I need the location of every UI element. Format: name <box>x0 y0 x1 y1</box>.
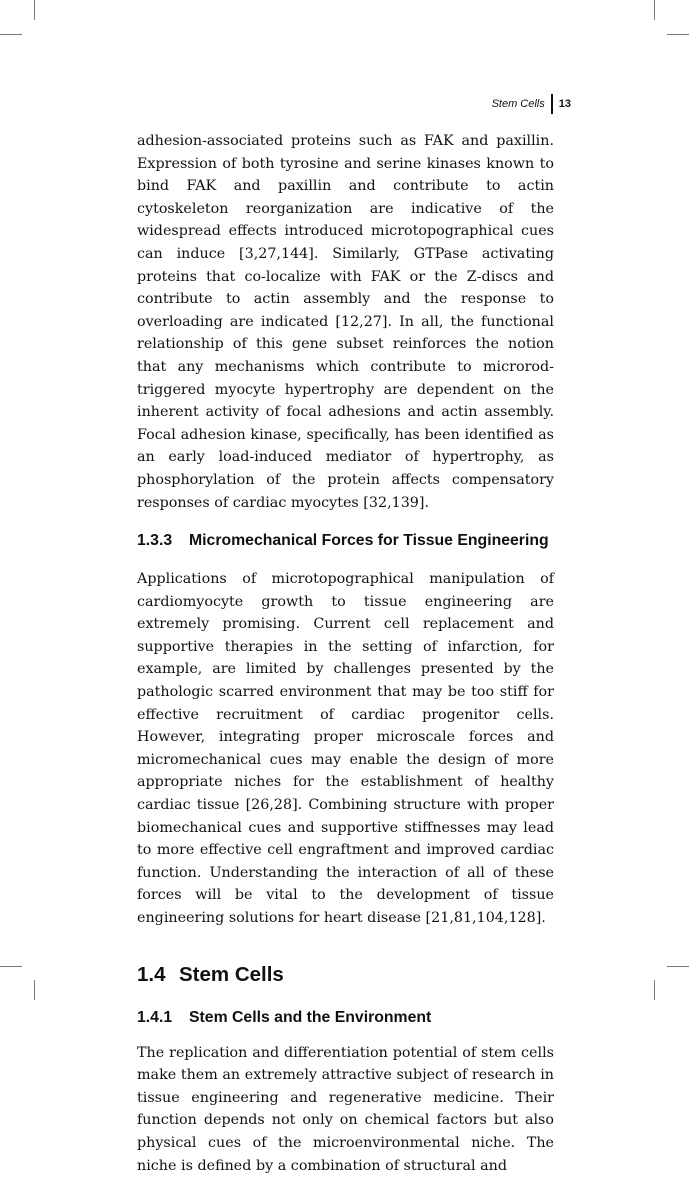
subsection-heading-1-4-1 <box>137 1008 554 1028</box>
section-title: Stem Cells <box>179 962 284 986</box>
crop-mark-bottom-left-h <box>0 966 22 967</box>
crop-mark-top-left-h <box>0 34 22 35</box>
crop-mark-bottom-right <box>654 980 655 1000</box>
subsection-number: 1.3.3 <box>137 532 173 550</box>
subsection-heading-1-3-3 <box>137 531 554 551</box>
crop-mark-bottom-left <box>34 980 35 1000</box>
paragraph-continuation: adhesion-associated proteins such as FAK and paxillin. Expression of both tyrosine and serine kinases known to bind FAK and paxillin and contribute to actin cytoskeleton reorganization are indicative of the widespread effects introduced microtopographical cues can induce [3,27,144]. Similarly, GTPase activating proteins that co-localize with FAK or the Z-discs and contribute to actin assembly and the response to overloading are indicated [12,27]. In all, the functional relationship of this gene subset reinforces the notion that any mechanisms which contribute to microrod-triggered myocyte hypertrophy are dependent on the inherent activity of focal adhesions and actin assembly. Focal adhesion kinase, specifically, has been identified as an early load-induced mediator of hypertrophy, as phosphorylation of the protein affects compensatory responses of cardiac myocytes [32,139]. <box>137 133 554 511</box>
paragraph-micromechanical-forces: Applications of microtopographical manipulation of cardiomyocyte growth to tissue engineering are extremely promising. Current cell replacement and supportive therapies in the setting of infarction, for example, are limited by challenges presented by the pathologic scarred environment that may be too stiff for effective recruitment of cardiac progenitor cells. However, integrating proper microscale forces and micromechanical cues may enable the design of more appropriate niches for the establishment of healthy cardiac tissue [26,28]. Combining structure with proper biomechanical cues and supportive stiffnesses may lead to more effective cell engraftment and improved cardiac function. Understanding the interaction of all of these forces will be vital to the development of tissue engineering solutions for heart disease [21,81,104,128]. <box>137 571 554 926</box>
crop-mark-top-left <box>34 0 35 20</box>
section-number: 1.4 <box>137 962 166 986</box>
subsection-title: Stem Cells and the Environment <box>189 1008 432 1026</box>
running-head <box>492 94 571 114</box>
subsection-title: Micromechanical Forces for Tissue Engineering <box>189 532 549 550</box>
page-body <box>137 130 554 1177</box>
running-head-rule <box>551 94 553 114</box>
subsection-number: 1.4.1 <box>137 1008 173 1026</box>
paragraph-stem-cells-environment: The replication and differentiation potential of stem cells make them an extremely attractive subject of research in tissue engineering and regenerative medicine. Their function depends not only on chemical factors but also physical cues of the microenvironmental niche. The niche is defined by a combination of structural and <box>137 1044 554 1174</box>
crop-mark-top-right-h <box>667 34 689 35</box>
crop-mark-bottom-right-h <box>667 966 689 967</box>
page-number: 13 <box>558 98 571 110</box>
running-head-title: Stem Cells <box>491 98 545 110</box>
section-heading-1-4 <box>137 962 554 988</box>
crop-mark-top-right <box>654 0 655 20</box>
